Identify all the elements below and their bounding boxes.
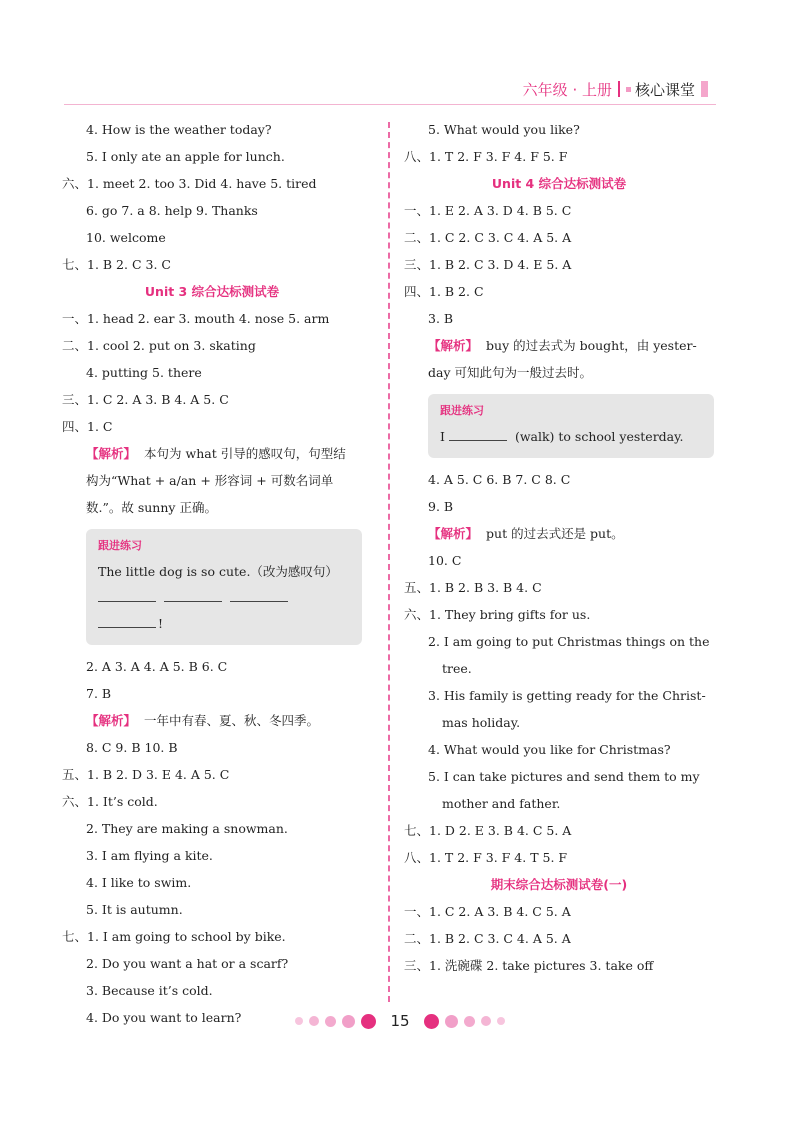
header-bar-icon bbox=[701, 81, 708, 97]
answer-line: 四、1. C bbox=[62, 419, 113, 434]
decor-dot-icon bbox=[481, 1016, 491, 1026]
answer-line: 六、1. They bring gifts for us. bbox=[404, 607, 591, 622]
answer-line: 三、1. B 2. C 3. D 4. E 5. A bbox=[404, 257, 572, 272]
section-title: Unit 3 综合达标测试卷 bbox=[144, 284, 280, 299]
answer-line: 八、1. T 2. F 3. F 4. T 5. F bbox=[404, 850, 568, 865]
answer-line: 八、1. T 2. F 3. F 4. F 5. F bbox=[404, 149, 568, 164]
answer-blank[interactable] bbox=[449, 424, 507, 441]
grade-label: 六年级 · 上册 bbox=[522, 80, 612, 99]
answer-line: 二、1. C 2. C 3. C 4. A 5. A bbox=[404, 230, 572, 245]
decor-dot-icon bbox=[497, 1017, 505, 1025]
decor-dot-icon bbox=[342, 1015, 355, 1028]
practice-question bbox=[440, 424, 702, 450]
practice-box bbox=[86, 529, 362, 645]
answer-line: 3. B bbox=[428, 311, 454, 326]
practice-prefix: I bbox=[440, 429, 445, 444]
answer-line: 6. go 7. a 8. help 9. Thanks bbox=[86, 203, 258, 218]
answer-line: 4. I like to swim. bbox=[86, 875, 192, 890]
answer-line: 三、1. C 2. A 3. B 4. A 5. C bbox=[62, 392, 229, 407]
analysis-tag: 【解析】 bbox=[428, 526, 479, 541]
answer-blank[interactable] bbox=[98, 585, 156, 602]
right-column bbox=[404, 118, 714, 981]
analysis-text: 本句为 what 引导的感叹句，句型结 bbox=[144, 446, 346, 461]
answer-blank[interactable] bbox=[230, 585, 288, 602]
left-column bbox=[62, 118, 362, 1033]
answer-line: 5. What would you like? bbox=[428, 122, 580, 137]
analysis-text: put 的过去式还是 put。 bbox=[486, 526, 624, 541]
practice-question: The little dog is so cute.（改为感叹句） bbox=[98, 564, 338, 579]
answer-line: 二、1. B 2. C 3. C 4. A 5. A bbox=[404, 931, 571, 946]
answer-line: 5. It is autumn. bbox=[86, 902, 183, 917]
answer-line: 4. A 5. C 6. B 7. C 8. C bbox=[428, 472, 571, 487]
decor-dot-icon bbox=[464, 1016, 475, 1027]
page-number: 15 bbox=[390, 1012, 410, 1030]
section-title: 期末综合达标测试卷(一) bbox=[490, 877, 628, 892]
answer-line: 五、1. B 2. D 3. E 4. A 5. C bbox=[62, 767, 230, 782]
page-header bbox=[523, 78, 708, 100]
decor-dot-icon bbox=[309, 1016, 319, 1026]
analysis bbox=[62, 709, 362, 736]
answer-line: 5. I can take pictures and send them to my bbox=[428, 769, 700, 784]
answer-line: 3. I am flying a kite. bbox=[86, 848, 213, 863]
answer-line: 三、1. 洗碗碟 2. take pictures 3. take off bbox=[404, 958, 654, 973]
answer-line: 六、1. It’s cold. bbox=[62, 794, 158, 809]
answer-line: 七、1. D 2. E 3. B 4. C 5. A bbox=[404, 823, 572, 838]
answer-line: mother and father. bbox=[442, 796, 561, 811]
analysis-text: 数.”。故 sunny 正确。 bbox=[86, 500, 217, 515]
practice-title: 跟进练习 bbox=[440, 404, 484, 417]
analysis-tag: 【解析】 bbox=[86, 446, 137, 461]
analysis-text: 一年中有春、夏、秋、冬四季。 bbox=[144, 713, 320, 728]
answer-line: tree. bbox=[442, 661, 472, 676]
analysis-text: 构为“What + a/an + 形容词 + 可数名词单 bbox=[86, 473, 334, 488]
answer-line: 六、1. meet 2. too 3. Did 4. have 5. tired bbox=[62, 176, 317, 191]
header-separator bbox=[618, 81, 620, 97]
answer-line: 10. C bbox=[428, 553, 462, 568]
decor-dot-icon bbox=[295, 1017, 303, 1025]
answer-line: 5. I only ate an apple for lunch. bbox=[86, 149, 285, 164]
header-rule bbox=[64, 104, 716, 105]
answer-line: 8. C 9. B 10. B bbox=[86, 740, 178, 755]
answer-line: 七、1. I am going to school by bike. bbox=[62, 929, 286, 944]
answer-line: 2. Do you want a hat or a scarf? bbox=[86, 956, 289, 971]
decor-dot-icon bbox=[325, 1016, 336, 1027]
answer-line: 7. B bbox=[86, 686, 112, 701]
analysis-tag: 【解析】 bbox=[86, 713, 137, 728]
answer-line: 3. His family is getting ready for the Christ- bbox=[428, 688, 706, 703]
practice-blanks bbox=[98, 585, 350, 637]
page-footer bbox=[0, 1012, 800, 1030]
answer-line: 2. I am going to put Christmas things on the bbox=[428, 634, 710, 649]
decor-dot-icon bbox=[445, 1015, 458, 1028]
decor-dot-icon bbox=[361, 1014, 376, 1029]
answer-line: 四、1. B 2. C bbox=[404, 284, 484, 299]
answer-line: 9. B bbox=[428, 499, 454, 514]
column-divider bbox=[388, 122, 390, 1002]
answer-line: 一、1. head 2. ear 3. mouth 4. nose 5. arm bbox=[62, 311, 330, 326]
answer-line: 二、1. cool 2. put on 3. skating bbox=[62, 338, 256, 353]
analysis-text: day 可知此句为一般过去时。 bbox=[428, 365, 592, 380]
analysis bbox=[404, 334, 714, 361]
answer-line: 4. putting 5. there bbox=[86, 365, 202, 380]
answer-line: 4. Do you want to learn? bbox=[86, 1010, 242, 1025]
answer-line: 一、1. E 2. A 3. D 4. B 5. C bbox=[404, 203, 572, 218]
answer-line: 七、1. B 2. C 3. C bbox=[62, 257, 171, 272]
answer-line: 3. Because it’s cold. bbox=[86, 983, 213, 998]
answer-blank[interactable] bbox=[98, 611, 156, 628]
answer-line: mas holiday. bbox=[442, 715, 521, 730]
answer-line: 一、1. C 2. A 3. B 4. C 5. A bbox=[404, 904, 571, 919]
analysis bbox=[62, 442, 362, 469]
answer-line: 4. What would you like for Christmas? bbox=[428, 742, 671, 757]
answer-line: 10. welcome bbox=[86, 230, 166, 245]
practice-suffix: (walk) to school yesterday. bbox=[514, 429, 684, 444]
exclamation-mark: ! bbox=[158, 616, 164, 631]
section-title: Unit 4 综合达标测试卷 bbox=[491, 176, 627, 191]
answer-line: 五、1. B 2. B 3. B 4. C bbox=[404, 580, 542, 595]
header-dot bbox=[626, 87, 631, 92]
answer-line: 2. A 3. A 4. A 5. B 6. C bbox=[86, 659, 228, 674]
analysis bbox=[404, 522, 714, 549]
analysis-tag: 【解析】 bbox=[428, 338, 479, 353]
answer-line: 2. They are making a snowman. bbox=[86, 821, 288, 836]
core-label: 核心课堂 bbox=[634, 80, 695, 99]
decor-dot-icon bbox=[424, 1014, 439, 1029]
answer-blank[interactable] bbox=[164, 585, 222, 602]
practice-box bbox=[428, 394, 714, 458]
analysis-text: buy 的过去式为 bought，由 yester- bbox=[486, 338, 697, 353]
practice-title: 跟进练习 bbox=[98, 539, 142, 552]
answer-line: 4. How is the weather today? bbox=[86, 122, 272, 137]
